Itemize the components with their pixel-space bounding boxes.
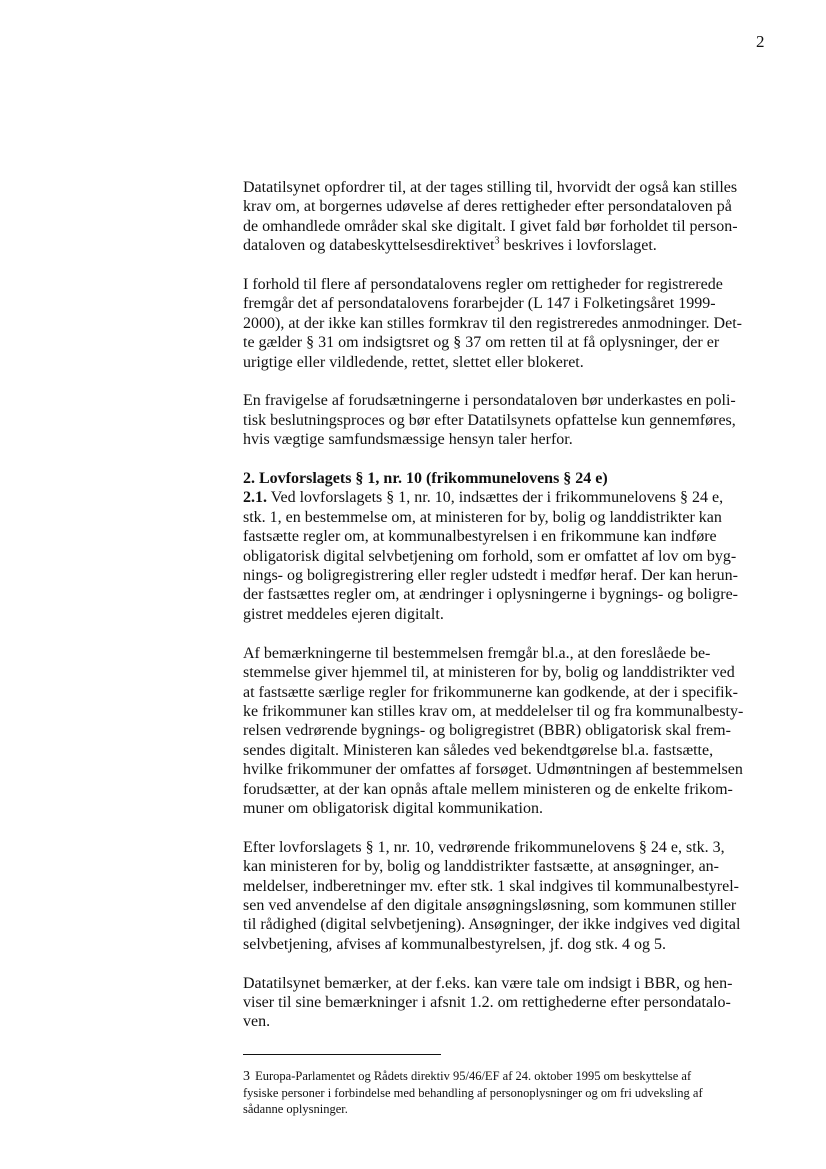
text-line: viser til sine bemærkninger i afsnit 1.2. om rettighederne efter persondatalo-: [243, 993, 731, 1011]
text-line: relsen vedrørende bygnings- og boligregistret (BBR) obligatorisk skal frem-: [243, 722, 731, 740]
text-line: Datatilsynet bemærker, at der f.eks. kan være tale om indsigt i BBR, og hen-: [243, 974, 733, 992]
text-segment: beskrives i lovforslaget.: [499, 237, 657, 255]
text-line: ven.: [243, 1013, 271, 1031]
footnote-line: fysiske personer i forbindelse med behandling af personoplysninger og om fri udveksling af: [243, 1086, 703, 1100]
paragraph-1: [243, 178, 771, 256]
text-segment: Europa-Parlamentet og Rådets direktiv 95/46/EF af 24. oktober 1995 om beskyttelse af: [252, 1069, 692, 1083]
footnote-marker: 3: [243, 1069, 250, 1084]
text-line: I forhold til flere af persondatalovens regler om rettigheder for registrerede: [243, 276, 723, 294]
text-line: tisk beslutningsproces og bør efter Datatilsynets opfattelse kun gennemføres,: [243, 411, 736, 429]
document-body: [243, 178, 771, 1051]
text-line: 2000), at der ikke kan stilles formkrav til den registreredes anmodninger. Det-: [243, 314, 742, 332]
text-line: der fastsættes regler om, at ændringer i oplysningerne i bygnings- og boligre-: [243, 586, 739, 604]
paragraph-3: [243, 391, 771, 449]
text-segment: dataloven og databeskyttelsesdirektivet: [243, 237, 495, 255]
paragraph-5: [243, 644, 771, 819]
paragraph-6: [243, 838, 771, 954]
text-line: En fravigelse af forudsætningerne i persondataloven bør underkastes en poli-: [243, 392, 736, 410]
text-line: stemmelse giver hjemmel til, at ministeren for by, bolig og landdistrikter ved: [243, 664, 735, 682]
text-line: hvilke frikommuner der omfattes af forsøget. Udmøntningen af bestemmelsen: [243, 761, 743, 779]
text-line: at fastsætte særlige regler for frikommunerne kan godkende, at der i specifik-: [243, 683, 738, 701]
footnote-line: sådanne oplysninger.: [243, 1102, 348, 1116]
text-line: Efter lovforslagets § 1, nr. 10, vedrørende frikommunelovens § 24 e, stk. 3,: [243, 838, 725, 856]
text-line: kan ministeren for by, bolig og landdistrikter fastsætte, at ansøgninger, an-: [243, 858, 719, 876]
text-line: meldelser, indberetninger mv. efter stk. 1 skal indgives til kommunalbestyrel-: [243, 877, 739, 895]
subsection-number: 2.1.: [243, 489, 267, 507]
text-line: sendes digitalt. Ministeren kan således ved bekendtgørelse bl.a. fastsætte,: [243, 741, 714, 759]
text-line: Af bemærkningerne til bestemmelsen fremgår bl.a., at den foreslåede be-: [243, 644, 711, 662]
footnote-divider: [243, 1054, 441, 1055]
text-line: forudsætter, at der kan opnås aftale mellem ministeren og de enkelte frikom-: [243, 780, 733, 798]
section-heading: 2. Lovforslagets § 1, nr. 10 (frikommunelovens § 24 e): [243, 470, 608, 488]
text-line: krav om, at borgernes udøvelse af deres rettigheder efter persondataloven på: [243, 198, 732, 216]
text-line: urigtige eller vildledende, rettet, slettet eller blokeret.: [243, 353, 584, 371]
text-line: hvis vægtige samfundsmæssige hensyn taler herfor.: [243, 431, 573, 449]
text-line: fastsætte regler om, at kommunalbestyrelsen i en frikommune kan indføre: [243, 528, 717, 546]
text-line: gistret meddeles ejeren digitalt.: [243, 605, 444, 623]
text-line: te gælder § 31 om indsigtsret og § 37 om retten til at få oplysninger, der er: [243, 334, 720, 352]
footnote-first-line: [243, 1068, 771, 1085]
text-line: nings- og boligregistrering eller regler udstedt i medfør heraf. Der kan herun-: [243, 567, 738, 585]
paragraph-2: [243, 275, 771, 372]
text-line: fremgår det af persondatalovens forarbejder (L 147 i Folketingsåret 1999-: [243, 295, 716, 313]
page-number: 2: [756, 32, 765, 51]
text-line: obligatorisk digital selvbetjening om forhold, som er omfattet af lov om byg-: [243, 547, 737, 565]
text-line: ke frikommuner kan stilles krav om, at meddelelser til og fra kommunalbesty-: [243, 702, 744, 720]
text-line: til rådighed (digital selvbetjening). Ansøgninger, der ikke indgives ved digital: [243, 916, 741, 934]
footnote: [243, 1068, 771, 1117]
text-segment: Ved lovforslagets § 1, nr. 10, indsættes der i frikommunelovens § 24 e,: [267, 489, 724, 507]
paragraph-7: [243, 974, 771, 1032]
text-line: Datatilsynet opfordrer til, at der tages stilling til, hvorvidt der også kan stilles: [243, 179, 738, 196]
text-line: stk. 1, en bestemmelse om, at ministeren for by, bolig og landdistrikter kan: [243, 508, 722, 526]
text-line: de omhandlede områder skal ske digitalt. I givet fald bør forholdet til person-: [243, 217, 738, 235]
text-line: muner om obligatorisk digital kommunikation.: [243, 799, 543, 817]
text-line-with-subheading: [243, 488, 771, 507]
text-line: selvbetjening, afvises af kommunalbestyrelsen, jf. dog stk. 4 og 5.: [243, 935, 667, 953]
section-2-first-paragraph: [243, 469, 771, 624]
text-line: sen ved anvendelse af den digitale ansøgningsløsning, som kommunen stiller: [243, 896, 737, 914]
footnote-reference: 3: [494, 235, 500, 247]
text-line-with-footnote-ref: [243, 236, 771, 255]
